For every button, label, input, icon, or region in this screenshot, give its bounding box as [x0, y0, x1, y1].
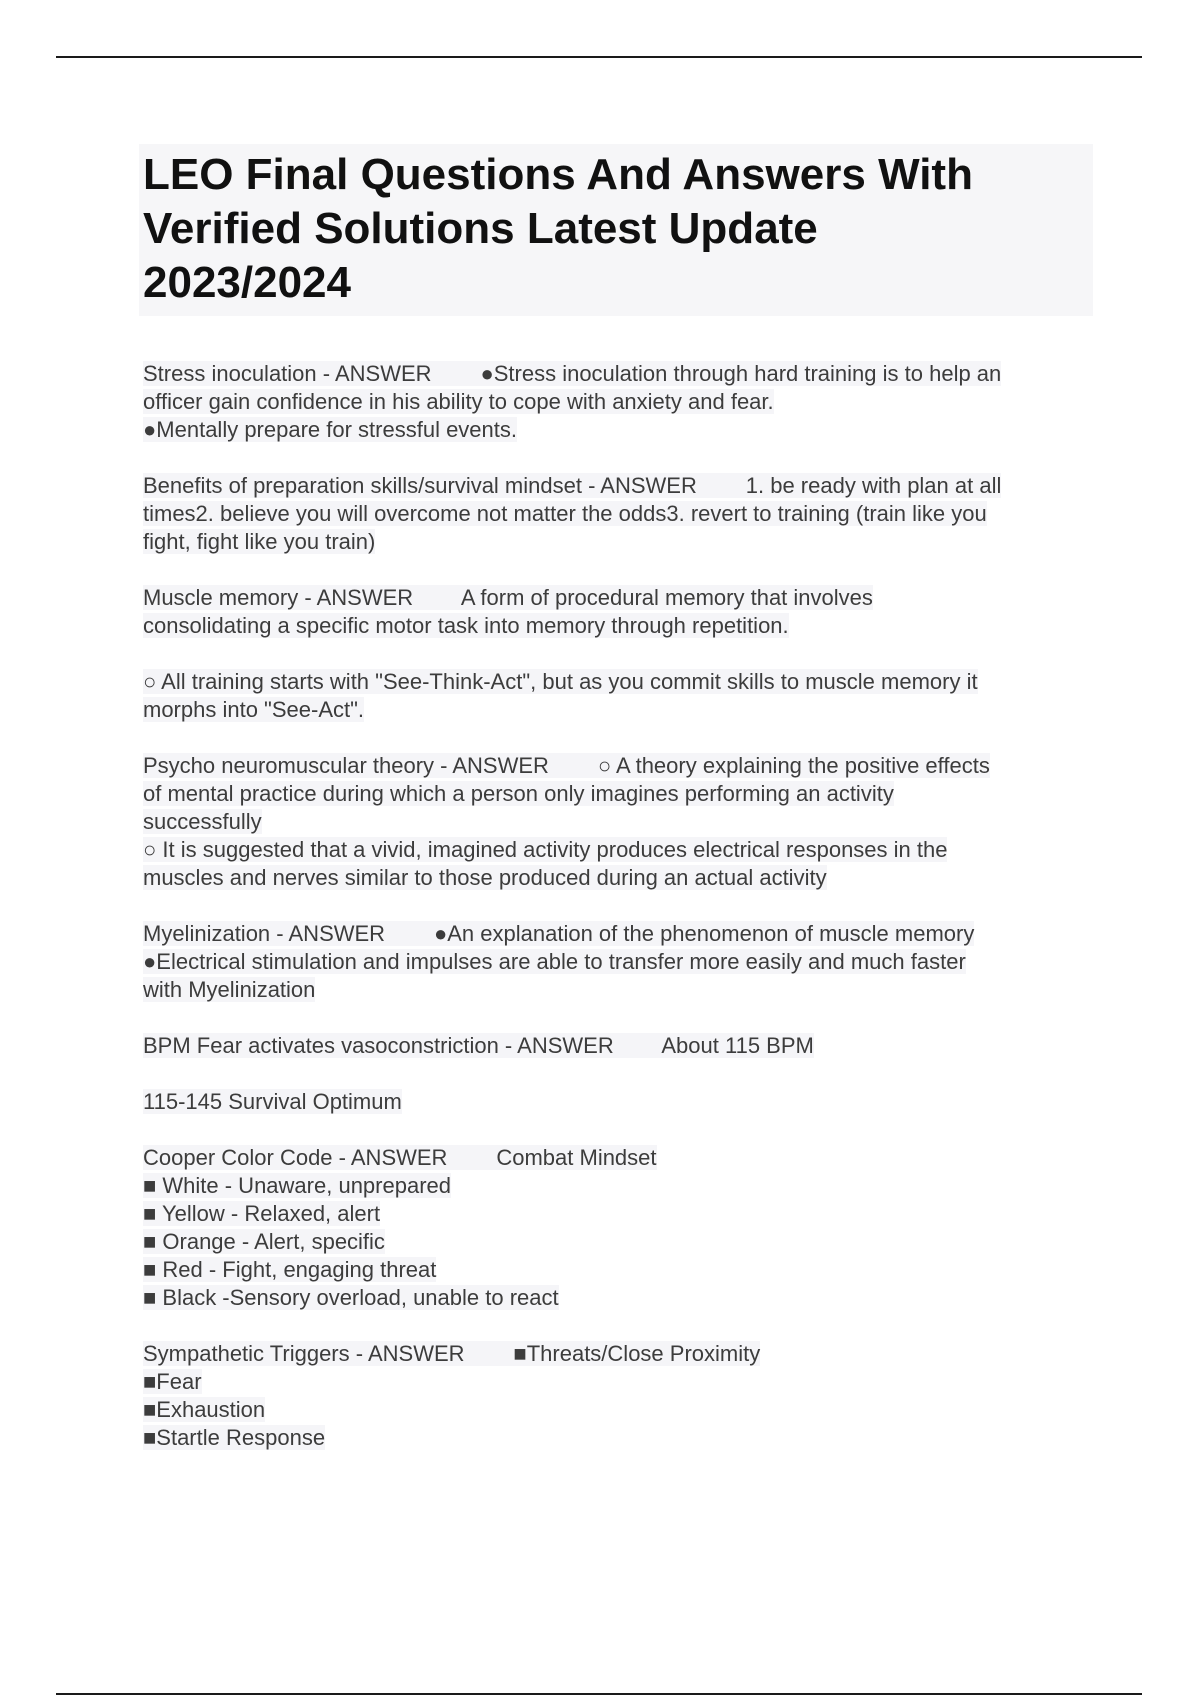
entry-line: Cooper Color Code - ANSWER Combat Mindset: [143, 1145, 657, 1170]
entry-line: Stress inoculation - ANSWER ●Stress inoculation through hard training is to help an: [143, 361, 1002, 386]
entry-line: ■ Red - Fight, engaging threat: [143, 1257, 437, 1282]
entry-line: ■Exhaustion: [143, 1397, 266, 1422]
entry-sympathetic-triggers: [143, 1340, 1093, 1452]
entry-line: muscles and nerves similar to those produced during an actual activity: [143, 865, 827, 890]
entry-see-think-act: [143, 668, 1093, 724]
entry-line: 115-145 Survival Optimum: [143, 1089, 402, 1114]
entry-line: Myelinization - ANSWER ●An explanation of the phenomenon of muscle memory: [143, 921, 975, 946]
entry-line: ■Startle Response: [143, 1425, 326, 1450]
document-body: [143, 144, 1093, 1480]
entry-stress-inoculation: [143, 360, 1093, 444]
entry-line: fight, fight like you train): [143, 529, 376, 554]
entry-cooper-color-code: [143, 1144, 1093, 1312]
entry-line: ●Mentally prepare for stressful events.: [143, 417, 517, 442]
entry-preparation-skills: [143, 472, 1093, 556]
entry-line: ■ Black -Sensory overload, unable to react: [143, 1285, 559, 1310]
entry-line: Sympathetic Triggers - ANSWER ■Threats/Close Proximity: [143, 1341, 761, 1366]
entry-line: times2. believe you will overcome not matter the odds3. revert to training (train like you: [143, 501, 987, 526]
entry-line: ○ All training starts with "See-Think-Act", but as you commit skills to muscle memory it: [143, 669, 978, 694]
entry-line: with Myelinization: [143, 977, 316, 1002]
entry-line: ■ Orange - Alert, specific: [143, 1229, 385, 1254]
entry-line: ■ Yellow - Relaxed, alert: [143, 1201, 381, 1226]
entry-psycho-neuromuscular: [143, 752, 1093, 892]
entry-line: Psycho neuromuscular theory - ANSWER ○ A theory explaining the positive effects: [143, 753, 990, 778]
entry-line: of mental practice during which a person only imagines performing an activity: [143, 781, 894, 806]
entry-myelinization: [143, 920, 1093, 1004]
entry-line: ■Fear: [143, 1369, 202, 1394]
entry-line: Muscle memory - ANSWER A form of procedural memory that involves: [143, 585, 873, 610]
entry-survival-optimum: [143, 1088, 1093, 1116]
entry-muscle-memory: [143, 584, 1093, 640]
document-title: LEO Final Questions And Answers With Verified Solutions Latest Update 2023/2024: [143, 150, 973, 307]
entry-line: BPM Fear activates vasoconstriction - ANSWER About 115 BPM: [143, 1033, 814, 1058]
entry-line: officer gain confidence in his ability to cope with anxiety and fear.: [143, 389, 774, 414]
entry-line: consolidating a specific motor task into memory through repetition.: [143, 613, 789, 638]
entry-line: ○ It is suggested that a vivid, imagined activity produces electrical responses in the: [143, 837, 948, 862]
bottom-rule: [56, 1693, 1142, 1695]
entry-bpm-fear: [143, 1032, 1093, 1060]
top-rule: [56, 56, 1142, 58]
title-block: [139, 144, 1093, 316]
entry-line: ■ White - Unaware, unprepared: [143, 1173, 451, 1198]
entry-line: ●Electrical stimulation and impulses are able to transfer more easily and much faster: [143, 949, 966, 974]
entry-line: morphs into "See-Act".: [143, 697, 365, 722]
entry-line: Benefits of preparation skills/survival mindset - ANSWER 1. be ready with plan at all: [143, 473, 1002, 498]
entry-line: successfully: [143, 809, 262, 834]
